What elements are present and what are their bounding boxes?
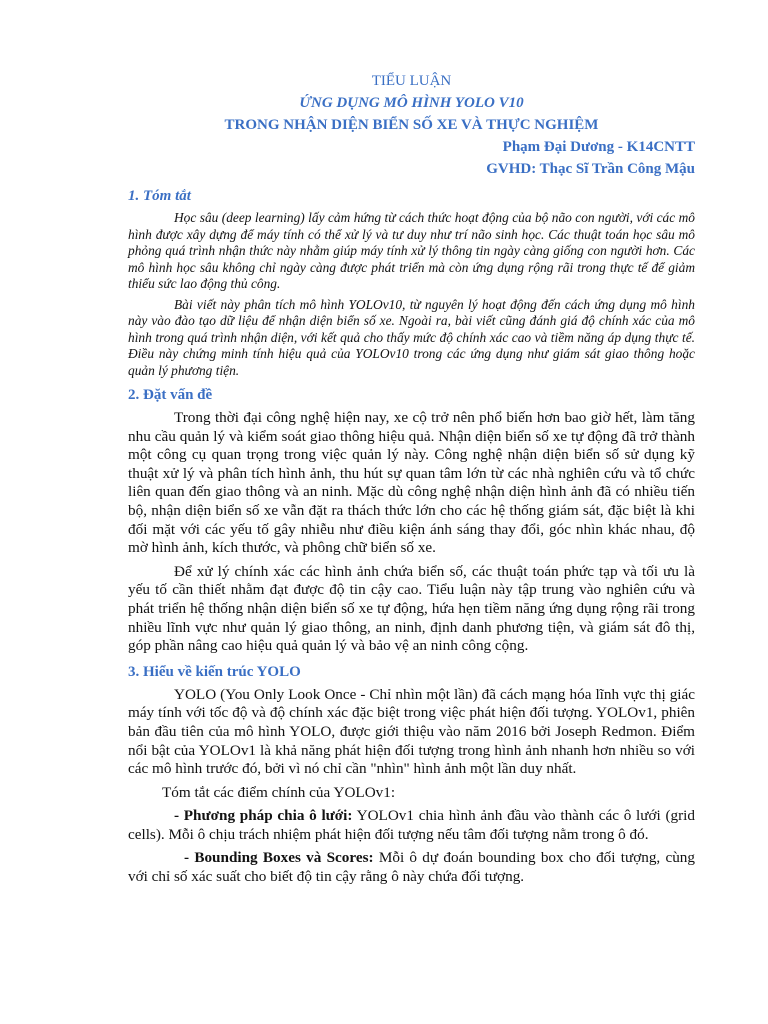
section-heading-problem: 2. Đặt vấn đề (128, 387, 213, 403)
bullet-term: - Phương pháp chia ô lưới: (174, 807, 353, 825)
summary-line: Tóm tắt các điểm chính của YOLOv1: (162, 783, 396, 801)
document-title-line-2: TRONG NHẬN DIỆN BIỂN SỐ XE VÀ THỰC NGHIỆM (224, 117, 599, 133)
yolo-section (128, 686, 695, 887)
abstract-paragraph: Học sâu (deep learning) lấy cảm hứng từ cách thức hoạt động của bộ não con người, với các mô hình được xây dựng để máy tính có thể xử lý và tư duy như trí não sinh học. Các thuật toán học sâu mô phỏng quá trình nhận thức này nhằm giúp máy tính xử lý thông tin ngày càng giống con người hơn. Các mô hình học sâu không chỉ ngày càng được phát triển mà còn ứng dụng rộng rãi trong thực tế để giảm thiểu sức lao động thủ công. (128, 210, 695, 291)
abstract-paragraph: Bài viết này phân tích mô hình YOLOv10, từ nguyên lý hoạt động đến cách ứng dụng mô hình này vào đào tạo dữ liệu để nhận diện biển số xe. Ngoài ra, bài viết cũng đánh giá độ chính xác của mô hình trong quá trình nhận diện, với kết quả cho thấy mức độ chính xác cao và tiềm năng áp dụng thực tế. Điều này chứng minh tính hiệu quả của YOLOv10 trong các ứng dụng như giám sát giao thông hoặc quản lý phương tiện. (128, 296, 695, 378)
bullet-text: Mỗi ô dự đoán bounding box cho đối tượng, cùng với chỉ số xác suất cho biết độ tin cậy rằng ô này chứa đối tượng. (128, 849, 695, 886)
document-label: TIỂU LUẬN (371, 73, 452, 89)
problem-section (128, 409, 695, 656)
bullet-text: YOLOv1 chia hình ảnh đầu vào thành các ô lưới (grid cells). Mỗi ô chịu trách nhiệm phát hiện đối tượng nếu tâm đối tượng nằm trong ô đó. (128, 807, 695, 843)
body-paragraph: YOLO (You Only Look Once - Chỉ nhìn một lần) đã cách mạng hóa lĩnh vực thị giác máy tính với tốc độ và độ chính xác đặc biệt trong việc phát hiện đối tượng. YOLOv1, phiên bản đầu tiên của mô hình YOLO, được giới thiệu vào năm 2016 bởi Joseph Redmon. Điểm nổi bật của YOLOv1 là khả năng phát hiện đối tượng trong hình ảnh nhanh hơn nhiều so với các mô hình trước đó, bởi vì nó chỉ cần "nhìn" hình ảnh một lần duy nhất. (128, 685, 695, 778)
document-page (128, 70, 695, 892)
abstract-section (128, 210, 695, 379)
section-heading-abstract: 1. Tóm tắt (128, 188, 191, 204)
section-heading-yolo: 3. Hiểu về kiến trúc YOLO (128, 663, 301, 680)
body-paragraph: Trong thời đại công nghệ hiện nay, xe cộ trở nên phổ biến hơn bao giờ hết, làm tăng nhu cầu quản lý và kiểm soát giao thông hiệu quả. Nhận diện biển số xe tự động đã trở thành một công cụ quan trọng trong việc quản lý này. Công nghệ nhận diện biển số sử dụng kỹ thuật xử lý và phân tích hình ảnh, thu hút sự quan tâm lớn từ các nhà nghiên cứu và tổ chức liên quan đến giao thông và an ninh. Mặc dù công nghệ nhận diện hình ảnh đã có nhiều tiến bộ, nhận diện biển số xe vẫn đặt ra thách thức lớn cho các hệ thống giám sát, đặc biệt là khi đối mặt với các yếu tố gây nhiễu như điều kiện ánh sáng thay đổi, góc nhìn khác nhau, độ mờ hình ảnh, kích thước, và phông chữ biển số xe. (128, 409, 695, 557)
body-paragraph: Để xử lý chính xác các hình ảnh chứa biển số, các thuật toán phức tạp và tối ưu là yếu tố cần thiết nhằm đạt được độ tin cậy cao. Tiểu luận này tập trung vào nghiên cứu và phát triển hệ thống nhận diện biển số xe tự động, hứa hẹn tiềm năng ứng dụng rộng rãi trong nhiều lĩnh vực như quản lý giao thông, an ninh, định danh phương tiện, và giám sát đô thị, góp phần nâng cao hiệu quả quản lý và bảo vệ an ninh công cộng. (128, 562, 695, 655)
document-title-line-1: ỨNG DỤNG MÔ HÌNH YOLO V10 (299, 95, 524, 111)
bullet-item (128, 807, 695, 844)
author-line: Phạm Đại Dương - K14CNTT (502, 139, 695, 155)
bullet-item (128, 849, 695, 886)
bullet-term: - Bounding Boxes và Scores: (184, 849, 374, 867)
advisor-line: GVHD: Thạc Sĩ Trần Công Mậu (486, 161, 695, 177)
